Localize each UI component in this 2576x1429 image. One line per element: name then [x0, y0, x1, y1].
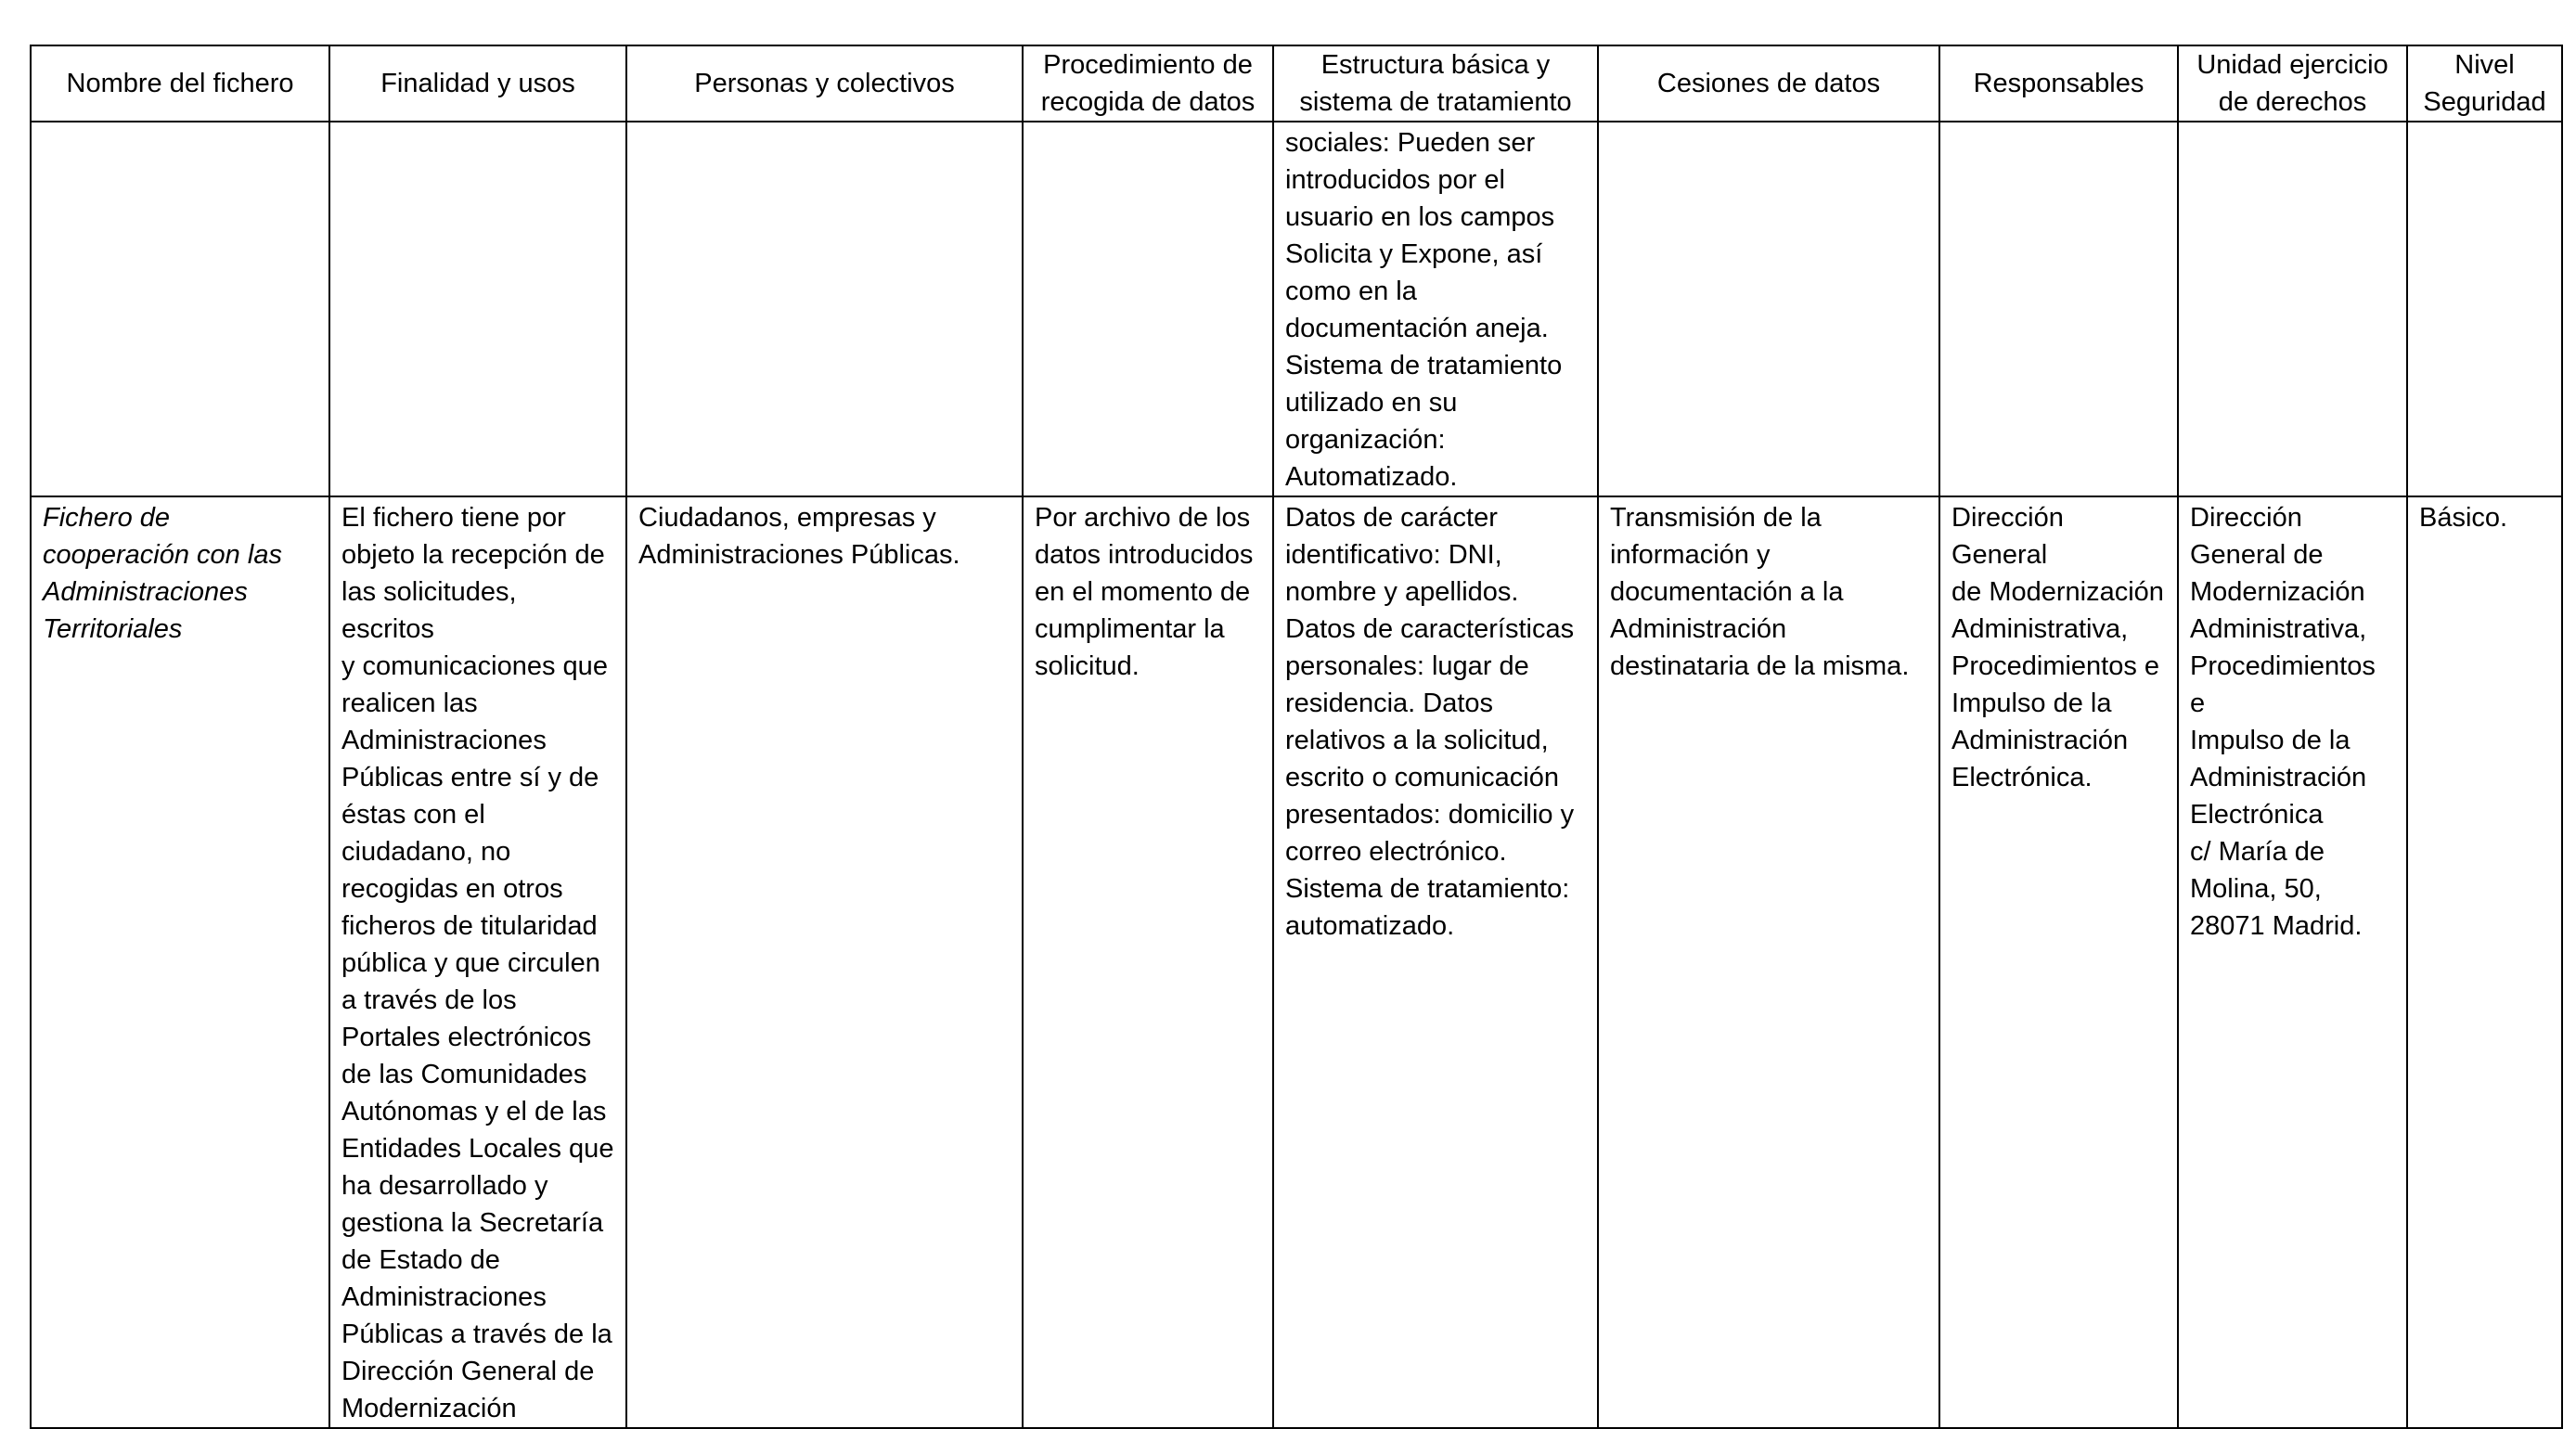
- header-responsables: Responsables: [1939, 45, 2178, 122]
- cell-unidad: [2178, 122, 2407, 496]
- cell-nombre: Fichero de cooperación con las Administraciones Territoriales: [31, 496, 329, 1428]
- header-cesiones-datos: Cesiones de datos: [1598, 45, 1939, 122]
- cell-nivel: [2407, 122, 2562, 496]
- cell-responsables: Dirección General de Modernización Administrativa, Procedimientos e Impulso de la Administración Electrónica.: [1939, 496, 2178, 1428]
- cell-personas: Ciudadanos, empresas y Administraciones Públicas.: [626, 496, 1023, 1428]
- cell-finalidad: [329, 122, 626, 496]
- table-body: [31, 122, 2562, 1428]
- cell-estructura: sociales: Pueden ser introducidos por el usuario en los campos Solicita y Expone, así como en la documentación aneja. Sistema de tratamiento utilizado en su organización: Automatizado.: [1273, 122, 1598, 496]
- header-unidad-ejercicio-derechos: Unidad ejercicio de derechos: [2178, 45, 2407, 122]
- cell-finalidad: El fichero tiene por objeto la recepción de las solicitudes, escritos y comunicaciones que realicen las Administraciones Públicas entre sí y de éstas con el ciudadano, no recogidas en otros ficheros de titularidad pública y que circulen a través de los Portales electrónicos de las Comunidades Autónomas y el de las Entidades Locales que ha desarrollado y gestiona la Secretaría de Estado de Administraciones Públicas a través de la Dirección General de Modernización: [329, 496, 626, 1428]
- header-finalidad-usos: Finalidad y usos: [329, 45, 626, 122]
- table-row-fichero-cooperacion: [31, 496, 2562, 1428]
- header-row: [31, 45, 2562, 122]
- cell-cesiones: [1598, 122, 1939, 496]
- header-nivel-seguridad: Nivel Seguridad: [2407, 45, 2562, 122]
- header-nombre-fichero: Nombre del fichero: [31, 45, 329, 122]
- cell-procedimiento: Por archivo de los datos introducidos en el momento de cumplimentar la solicitud.: [1023, 496, 1273, 1428]
- document-page: [30, 45, 2561, 1429]
- file-registry-table: [30, 45, 2563, 1429]
- cell-unidad: Dirección General de Modernización Administrativa, Procedimientos e Impulso de la Administración Electrónica c/ María de Molina, 50, 28071 Madrid.: [2178, 496, 2407, 1428]
- header-estructura-basica: Estructura básica y sistema de tratamiento: [1273, 45, 1598, 122]
- cell-responsables: [1939, 122, 2178, 496]
- table-header: [31, 45, 2562, 122]
- cell-procedimiento: [1023, 122, 1273, 496]
- cell-nombre: [31, 122, 329, 496]
- cell-cesiones: Transmisión de la información y documentación a la Administración destinataria de la misma.: [1598, 496, 1939, 1428]
- cell-personas: [626, 122, 1023, 496]
- header-personas-colectivos: Personas y colectivos: [626, 45, 1023, 122]
- cell-nivel: Básico.: [2407, 496, 2562, 1428]
- cell-estructura: Datos de carácter identificativo: DNI, nombre y apellidos. Datos de características personales: lugar de residencia. Datos relativos a la solicitud, escrito o comunicación presentados: domicilio y correo electrónico. Sistema de tratamiento: automatizado.: [1273, 496, 1598, 1428]
- table-row-continuation: [31, 122, 2562, 496]
- header-procedimiento-recogida: Procedimiento de recogida de datos: [1023, 45, 1273, 122]
